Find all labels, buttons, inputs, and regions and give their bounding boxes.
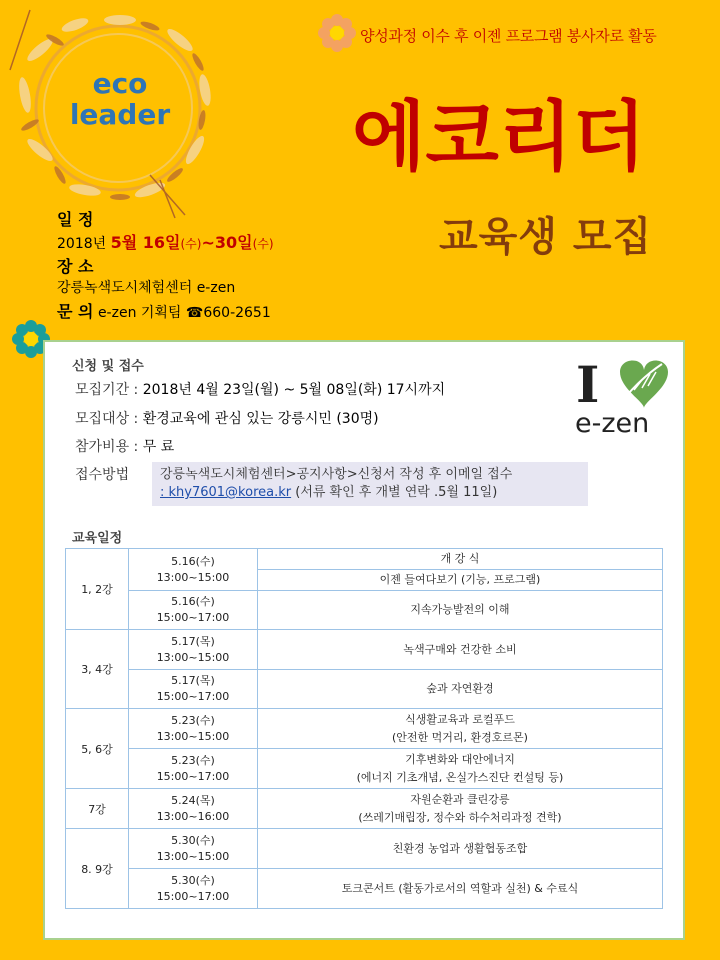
content-cell: 기후변화와 대안에너지 (에너지 기초개념, 온실가스진단 컨설팅 등) xyxy=(258,749,663,789)
date-cell: 5.30(수) 13:00~15:00 xyxy=(129,829,258,869)
content-cell: 녹색구매와 건강한 소비 xyxy=(258,630,663,670)
education-schedule-table xyxy=(65,548,663,909)
contact-value: e-zen 기획팀 ☎660-2651 xyxy=(97,305,271,321)
eco-logo-line2: leader xyxy=(69,98,171,131)
lecture-cell: 5, 6강 xyxy=(66,709,129,789)
place-label: 장 소 xyxy=(57,257,94,276)
date-cell: 5.23(수) 13:00~15:00 xyxy=(129,709,258,749)
lecture-cell: 1, 2강 xyxy=(66,549,129,630)
ezen-letter-i: I xyxy=(576,355,600,414)
content-cell: 식생활교육과 로컬푸드 (안전한 먹거리, 환경호르몬) xyxy=(258,709,663,749)
method-line1: 강릉녹색도시체험센터>공지사항>신청서 작성 후 이메일 접수 xyxy=(160,467,513,482)
content-cell: 개 강 식 xyxy=(258,549,663,570)
content-cell: 자원순환과 클린강릉 (쓰레기매립장, 정수와 하수처리과정 견학) xyxy=(258,789,663,829)
date-cell: 5.30(수) 15:00~17:00 xyxy=(129,869,258,909)
lecture-cell: 8. 9강 xyxy=(66,829,129,909)
content-cell: 숲과 자연환경 xyxy=(258,670,663,709)
date-cell: 5.16(수) 13:00~15:00 xyxy=(129,549,258,591)
email-link[interactable]: khy7601@korea.kr xyxy=(168,485,292,500)
education-section-title: 교육일정 xyxy=(72,531,123,546)
eco-leader-logo xyxy=(50,68,190,130)
schedule-value: 2018년 5월 16일(수)~30일(수) xyxy=(57,233,274,252)
ezen-logo-text: e-zen xyxy=(575,408,650,439)
eco-logo-line1: eco xyxy=(92,67,148,100)
date-cell: 5.17(목) 15:00~17:00 xyxy=(129,670,258,709)
content-cell: 친환경 농업과 생활협동조합 xyxy=(258,829,663,869)
apply-section-title: 신청 및 접수 xyxy=(72,359,144,374)
schedule-label: 일 정 xyxy=(57,210,94,229)
date-cell: 5.16(수) 15:00~17:00 xyxy=(129,591,258,630)
page-title: 에코리더 xyxy=(352,92,646,181)
method-note: (서류 확인 후 개별 연락 .5월 11일) xyxy=(291,485,498,500)
content-cell: 지속가능발전의 이해 xyxy=(258,591,663,630)
date-cell: 5.23(수) 15:00~17:00 xyxy=(129,749,258,789)
content-cell: 토크콘서트 (활동가로서의 역할과 실천) & 수료식 xyxy=(258,869,663,909)
orange-flower-icon xyxy=(318,14,356,52)
lecture-cell: 3, 4강 xyxy=(66,630,129,709)
page-subtitle: 교육생 모집 xyxy=(439,214,653,260)
method-line2 xyxy=(160,484,580,502)
lecture-cell: 7강 xyxy=(66,789,129,829)
top-note: 양성과정 이수 후 이젠 프로그램 봉사자로 활동 xyxy=(360,27,657,45)
method-box xyxy=(152,462,588,506)
target-row: 모집대상 : 환경교육에 관심 있는 강릉시민 (30명) xyxy=(75,411,379,427)
place-value: 강릉녹색도시체험센터 e-zen xyxy=(57,280,236,296)
contact-row xyxy=(57,299,271,322)
date-cell: 5.17(목) 13:00~15:00 xyxy=(129,630,258,670)
content-cell: 이젠 들여다보기 (기능, 프로그램) xyxy=(258,570,663,591)
email-colon: : xyxy=(160,485,169,500)
period-row: 모집기간 : 2018년 4월 23일(월) ~ 5월 08일(화) 17시까지 xyxy=(75,382,446,398)
date-cell: 5.24(목) 13:00~16:00 xyxy=(129,789,258,829)
method-label: 접수방법 xyxy=(75,467,130,483)
fee-row: 참가비용 : 무 료 xyxy=(75,439,175,455)
contact-label: 문 의 xyxy=(57,302,94,321)
